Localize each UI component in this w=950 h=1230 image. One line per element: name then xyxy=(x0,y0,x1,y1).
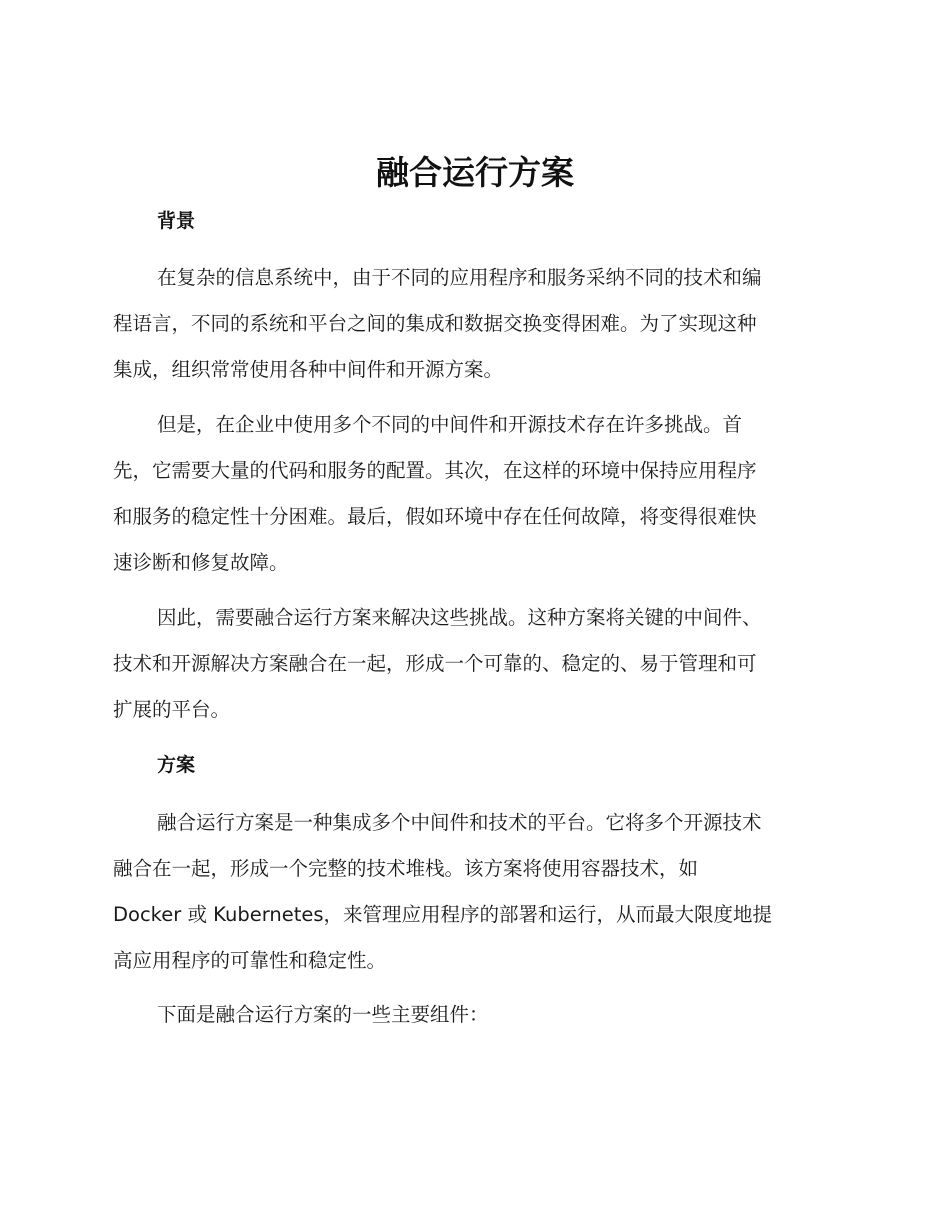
section-heading-solution: 方案 xyxy=(157,754,196,776)
paragraph-solution-2 xyxy=(113,992,838,1038)
paragraph-line: 速诊断和修复故障。 xyxy=(113,551,289,574)
paragraph-line: 和服务的稳定性十分困难。最后，假如环境中存在任何故障，将变得很难快 xyxy=(113,505,757,528)
paragraph-background-3 xyxy=(113,595,838,733)
paragraph-background-1 xyxy=(113,255,838,393)
paragraph-line: 高应用程序的可靠性和稳定性。 xyxy=(113,949,387,972)
paragraph-line: 在复杂的信息系统中，由于不同的应用程序和服务采纳不同的技术和编 xyxy=(157,266,762,289)
paragraph-solution-1 xyxy=(113,800,838,984)
document-title: 融合运行方案 xyxy=(376,153,574,192)
paragraph-line: 先，它需要大量的代码和服务的配置。其次，在这样的环境中保持应用程序 xyxy=(113,459,757,482)
paragraph-line: Docker 或 Kubernetes，来管理应用程序的部署和运行，从而最大限度地提 xyxy=(113,903,773,926)
paragraph-line: 程语言，不同的系统和平台之间的集成和数据交换变得困难。为了实现这种 xyxy=(113,312,757,335)
section-heading-background: 背景 xyxy=(157,210,196,232)
paragraph-line: 扩展的平台。 xyxy=(113,698,231,721)
paragraph-line: 因此，需要融合运行方案来解决这些挑战。这种方案将关键的中间件、 xyxy=(157,606,762,629)
paragraph-line: 技术和开源解决方案融合在一起，形成一个可靠的、稳定的、易于管理和可 xyxy=(113,652,757,675)
paragraph-line: 但是，在企业中使用多个不同的中间件和开源技术存在许多挑战。首 xyxy=(157,413,743,436)
paragraph-line: 下面是融合运行方案的一些主要组件： xyxy=(157,1003,489,1026)
paragraph-line: 融合在一起，形成一个完整的技术堆栈。该方案将使用容器技术，如 xyxy=(113,857,699,880)
paragraph-line: 集成，组织常常使用各种中间件和开源方案。 xyxy=(113,358,504,381)
paragraph-background-2 xyxy=(113,402,838,586)
paragraph-line: 融合运行方案是一种集成多个中间件和技术的平台。它将多个开源技术 xyxy=(157,811,762,834)
